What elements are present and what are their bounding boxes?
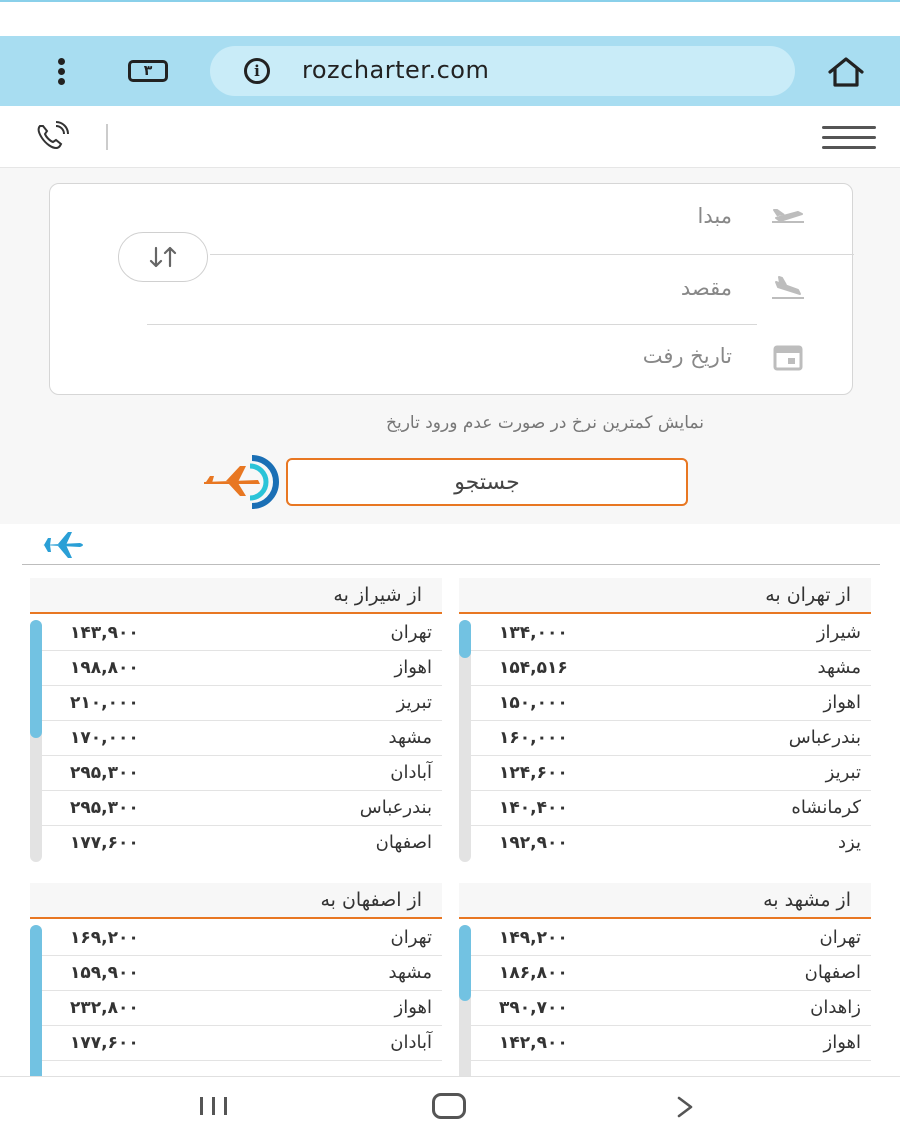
list-item[interactable]: تهران ۱۴۳,۹۰۰ [42,616,442,651]
route-card-tehran [459,578,871,866]
route-list[interactable] [30,919,442,1076]
swap-arrows-icon [146,245,180,269]
list-item[interactable]: اهواز ۱۴۲,۹۰۰ [471,1026,871,1061]
list-item[interactable]: شیراز ۱۳۴,۰۰۰ [471,616,871,651]
system-navigation-bar [0,1076,900,1136]
status-strip [0,0,900,36]
scrollbar-track[interactable] [459,620,471,862]
home-icon[interactable] [826,56,866,88]
list-item[interactable]: مشهد ۱۷۰,۰۰۰ [42,721,442,756]
route-title: از اصفهان به [320,889,422,911]
section-divider [22,564,880,565]
list-item[interactable]: تبریز ۱۲۴,۶۰۰ [471,756,871,791]
recent-apps-icon[interactable] [198,1097,234,1117]
list-item[interactable]: کرمانشاه ۱۴۰,۴۰۰ [471,791,871,826]
origin-underline [210,254,854,255]
list-item[interactable]: تهران ۱۶۹,۲۰۰ [42,921,442,956]
url-text[interactable]: rozcharter.com [302,56,490,84]
route-card-shiraz [30,578,442,866]
list-item[interactable]: تبریز ۲۱۰,۰۰۰ [42,686,442,721]
origin-field[interactable]: مبدا [697,204,732,228]
back-icon[interactable] [674,1095,696,1119]
scrollbar-thumb[interactable] [30,620,42,738]
list-item[interactable]: تهران ۱۴۹,۲۰۰ [471,921,871,956]
list-item[interactable]: مشهد ۱۵۹,۹۰۰ [42,956,442,991]
scrollbar-thumb[interactable] [459,620,471,658]
scrollbar-thumb[interactable] [30,925,42,1076]
route-card-header [459,883,871,919]
route-title: از شیراز به [333,584,422,606]
list-item[interactable]: مشهد ۱۵۴,۵۱۶ [471,651,871,686]
scrollbar-track[interactable] [459,925,471,1076]
route-list[interactable] [459,919,871,1076]
list-item[interactable]: اصفهان ۱۸۶,۸۰۰ [471,956,871,991]
list-item[interactable]: آبادان ۲۹۵,۳۰۰ [42,756,442,791]
list-item[interactable]: اهواز ۱۹۸,۸۰۰ [42,651,442,686]
search-button[interactable]: جستجو [286,458,688,506]
header-divider [106,124,108,150]
route-card-header [459,578,871,614]
airplane-icon [40,530,86,560]
route-card-header [30,883,442,919]
hamburger-menu-icon[interactable] [822,126,876,152]
tab-switcher-button[interactable]: ۳ [128,60,168,82]
scrollbar-thumb[interactable] [459,925,471,1001]
route-title: از مشهد به [763,889,851,911]
departure-date-field[interactable]: تاریخ رفت [642,344,732,368]
phone-icon[interactable] [34,120,74,152]
list-item[interactable]: آبادان ۱۷۷,۶۰۰ [42,1026,442,1061]
route-card-header [30,578,442,614]
route-list[interactable] [459,614,871,866]
list-item[interactable]: بندرعباس ۲۹۵,۳۰۰ [42,791,442,826]
route-card-mashhad [459,883,871,1076]
list-item[interactable]: زاهدان ۳۹۰,۷۰۰ [471,991,871,1026]
destination-underline [147,324,757,325]
rozcharter-logo-icon [200,454,316,510]
destination-field[interactable]: مقصد [680,276,732,300]
search-hint: نمایش کمترین نرخ در صورت عدم ورود تاریخ [386,413,704,433]
list-item[interactable]: بندرعباس ۱۶۰,۰۰۰ [471,721,871,756]
calendar-icon [768,342,808,372]
scrollbar-track[interactable] [30,925,42,1076]
route-list[interactable] [30,614,442,866]
takeoff-icon [768,202,808,232]
search-form [49,183,853,395]
more-options-icon[interactable] [52,58,72,86]
route-title: از تهران به [765,584,851,606]
search-section [0,168,900,524]
browser-toolbar [0,36,900,106]
list-item[interactable]: اهواز ۲۳۲,۸۰۰ [42,991,442,1026]
system-home-icon[interactable] [432,1093,466,1119]
list-item[interactable]: اصفهان ۱۷۷,۶۰۰ [70,832,432,853]
info-icon[interactable]: i [244,58,270,84]
landing-icon [768,274,808,304]
swap-button[interactable] [118,232,208,282]
list-item[interactable]: اهواز ۱۵۰,۰۰۰ [471,686,871,721]
scrollbar-track[interactable] [30,620,42,862]
route-card-isfahan [30,883,442,1076]
list-item[interactable]: یزد ۱۹۲,۹۰۰ [499,832,861,853]
site-header [0,106,900,168]
address-bar[interactable] [210,46,795,96]
